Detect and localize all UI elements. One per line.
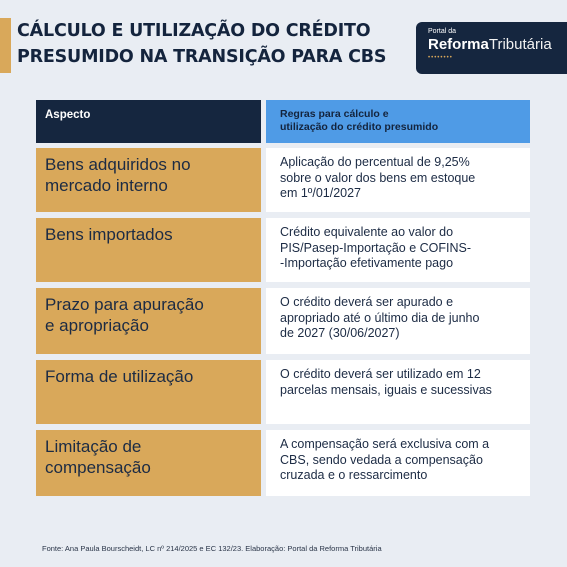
aspect-cell	[36, 148, 261, 212]
rule-text: PIS/Pasep-Importação e COFINS-	[280, 240, 472, 255]
aspect-text: Forma de utilização	[45, 367, 194, 386]
rule-text: cruzada e o ressarcimento	[280, 468, 428, 482]
header-rules	[266, 100, 530, 143]
rule-cell	[266, 148, 530, 212]
header-rules-line: utilização do crédito presumido	[280, 121, 439, 133]
aspect-text: Limitação de	[45, 437, 142, 456]
header-aspect: Aspecto	[36, 100, 261, 143]
rule-text: O crédito deverá ser utilizado em 12	[280, 367, 481, 381]
rule-text: em 1º/01/2027	[280, 186, 362, 200]
logo-brand-light: Tributária	[488, 36, 552, 53]
rule-text: Aplicação do percentual de 9,25%	[280, 155, 470, 169]
portal-logo	[416, 22, 567, 74]
logo-brand-bold: Reforma	[428, 36, 489, 53]
aspect-text: compensação	[45, 458, 151, 477]
logo-brand	[428, 36, 567, 54]
rule-text: O crédito deverá ser apurado e	[280, 295, 454, 309]
rule-cell	[266, 288, 530, 354]
rule-text: -Importação efetivamente pago	[280, 256, 454, 270]
logo-small-text: Portal da	[428, 28, 457, 35]
rule-text: sobre o valor dos bens em estoque	[280, 170, 476, 185]
rule-text: CBS, sendo vedada a compensação	[280, 452, 483, 467]
aspect-cell	[36, 360, 261, 424]
rule-text: parcelas mensais, iguais e sucessivas	[280, 382, 492, 397]
rule-cell	[266, 218, 530, 282]
aspect-text: Prazo para apuração	[45, 295, 204, 314]
aspect-cell	[36, 218, 261, 282]
aspect-text: mercado interno	[45, 176, 168, 195]
rule-cell	[266, 430, 530, 496]
rule-text: Crédito equivalente ao valor do	[280, 225, 454, 239]
logo-dots: ••••••••	[428, 55, 453, 61]
title-accent-bar	[0, 18, 11, 73]
rule-cell	[266, 360, 530, 424]
header-rules-line: Regras para cálculo e	[280, 108, 389, 120]
title-line-1: CÁLCULO E UTILIZAÇÃO DO CRÉDITO	[17, 21, 371, 41]
rule-text: A compensação será exclusiva com a	[280, 437, 490, 451]
aspect-text: e apropriação	[45, 316, 149, 335]
aspect-cell	[36, 430, 261, 496]
rule-text: apropriado até o último dia de junho	[280, 310, 480, 325]
rule-text: de 2027 (30/06/2027)	[280, 326, 400, 340]
title-line-2: PRESUMIDO NA TRANSIÇÃO PARA CBS	[17, 47, 387, 67]
aspect-text: Bens adquiridos no	[45, 155, 191, 174]
page-title	[17, 18, 407, 70]
source-note: Fonte: Ana Paula Bourscheidt, LC nº 214/2025 e EC 132/23. Elaboração: Portal da Reforma Tributária	[42, 544, 382, 553]
aspect-cell	[36, 288, 261, 354]
aspect-text: Bens importados	[45, 225, 173, 244]
